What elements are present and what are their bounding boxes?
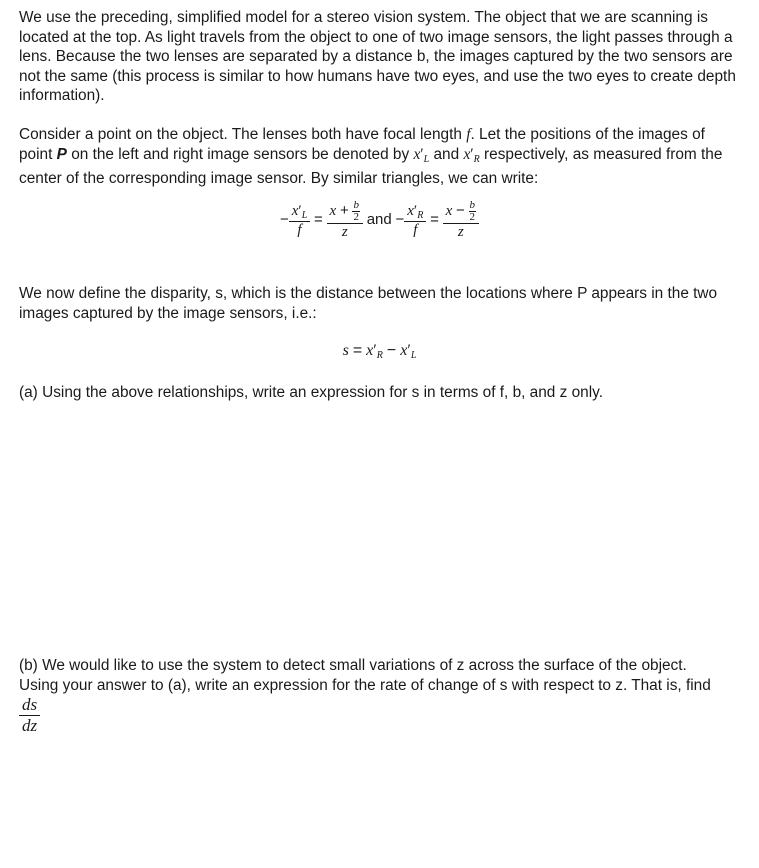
eq1-and: and [366,210,392,228]
p2-text-2: . Let the positions of the images of point [19,126,705,163]
p2-xL: $x'_L$ [413,145,430,165]
eq1-frac-right: x + $\frac{b}{2}$ z [327,200,363,241]
eq1-frac-left: $\frac{x'_L}{f}$ [289,203,311,239]
p2-text-1: Consider a point on the object. The lenses both have focal length [19,126,467,143]
disparity-equation: $s = x'_R - x'_L$ [342,342,417,361]
ds-dz-fraction: $\frac{ds}{dz}$ [19,695,40,736]
similar-triangles-paragraph [19,125,741,189]
disparity-paragraph: We now define the disparity, s, which is the distance between the locations where P appears in the two images captured by the image sensors, i.e.: [19,285,718,322]
p2-text-3: on the left and right image sensors be denoted by [66,145,414,163]
question-b-text: (b) We would like to use the system to detect small variations of z across the surface of the object. Using your answer to (a), write an expression for the rate of change of s with respect to z. That is, find [19,657,711,694]
similar-triangles-equations: − $\frac{x'_L}{f}$ = x + $\frac{b}{2}$ z and − $\frac{x'_R}{f}$ = x − $\frac{b}{2}$ z [0,200,759,241]
p2-P: P [56,145,67,163]
question-a: (a) Using the above relationships, write an expression for s in terms of f, b, and z only. [19,384,603,401]
eq2-frac-right: x − $\frac{b}{2}$ z [443,200,479,241]
eq2-frac-left: $\frac{x'_R}{f}$ [404,203,426,239]
p2-text-5: respectively, as measured from the center of the corresponding image sensor. By similar triangles, we can write: [19,145,723,188]
question-b [19,656,719,736]
intro-paragraph: We use the preceding, simplified model for a stereo vision system. The object that we are scanning is located at the top. As light travels from the object to one of two image sensors, the light passes through a lens. Because the two lenses are separated by a distance b, the images captured by the two sensors are not the same (this process is similar to how humans have two eyes, and use the two eyes to create depth information). [19,9,736,105]
p2-f: f [466,126,471,143]
p2-xR: $x'_R$ [463,145,480,165]
p2-text-4: and [429,145,464,163]
